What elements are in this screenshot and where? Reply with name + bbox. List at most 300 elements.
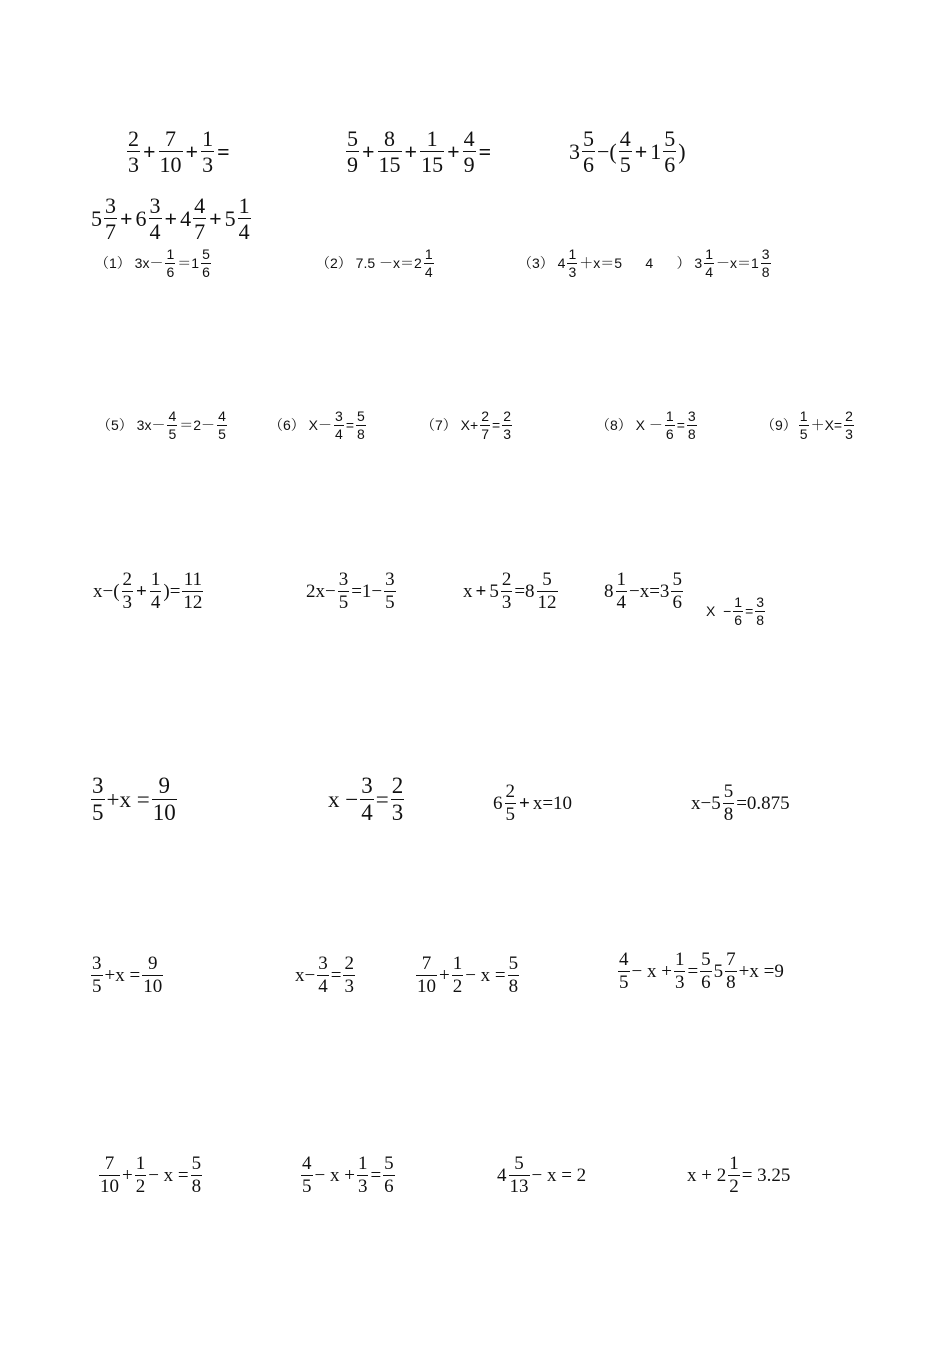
fraction <box>193 194 206 243</box>
equation <box>686 1154 791 1197</box>
equation-text: （2） 7.5 －x＝2 <box>316 255 422 272</box>
fraction <box>378 127 402 176</box>
equation-text: 4 <box>180 205 192 231</box>
equation-text: 2x− <box>306 580 336 602</box>
equation-text: = <box>345 417 354 434</box>
fraction <box>149 194 162 243</box>
equation-text: = 3.25 <box>741 1164 791 1186</box>
operator: + <box>447 138 460 164</box>
numerator: 1 <box>166 246 175 262</box>
fraction <box>502 409 512 441</box>
equation-text: − x = 2 <box>531 1164 587 1186</box>
equation-text: 1 <box>650 138 662 164</box>
numerator: 3 <box>92 773 104 798</box>
numerator: 5 <box>542 569 552 590</box>
denominator: 10 <box>100 1175 119 1197</box>
fraction <box>452 954 464 997</box>
equation <box>345 127 493 176</box>
denominator: 13 <box>509 1175 529 1197</box>
fraction <box>338 570 350 613</box>
fraction <box>165 247 175 279</box>
numerator: 2 <box>122 569 133 590</box>
numerator: 8 <box>384 126 396 151</box>
fraction <box>142 954 163 997</box>
denominator: 5 <box>619 152 631 178</box>
fraction <box>844 409 854 441</box>
fraction <box>509 1154 530 1197</box>
numerator: 1 <box>238 193 250 218</box>
numerator: 7 <box>165 126 177 151</box>
numerator: 5 <box>664 126 676 151</box>
equation <box>315 247 435 279</box>
numerator: 3 <box>335 408 343 424</box>
equation-text: ＝1 <box>177 255 200 272</box>
equation-text: 8 <box>604 580 614 602</box>
fraction <box>508 954 520 997</box>
denominator: 6 <box>734 611 743 628</box>
equation-text: )= <box>163 580 181 602</box>
fraction <box>191 1154 203 1197</box>
numerator: 3 <box>385 569 395 590</box>
numerator: 1 <box>729 1153 739 1174</box>
fraction <box>755 595 765 627</box>
numerator: 5 <box>514 1153 524 1174</box>
equation <box>568 127 687 176</box>
equation <box>496 1154 587 1197</box>
fraction <box>301 1154 313 1197</box>
denominator: 2 <box>452 975 463 997</box>
denominator: 4 <box>150 591 161 613</box>
denominator: 15 <box>421 152 444 178</box>
numerator: 1 <box>665 408 674 424</box>
equation-text: = <box>370 1164 382 1186</box>
denominator: 3 <box>501 591 512 613</box>
denominator: 12 <box>183 591 203 613</box>
denominator: 6 <box>672 591 682 613</box>
numerator: 4 <box>194 193 206 218</box>
numerator: 4 <box>168 408 177 424</box>
numerator: 1 <box>705 246 713 262</box>
numerator: 4 <box>619 949 629 970</box>
equation <box>517 247 772 279</box>
denominator: 5 <box>302 1175 312 1197</box>
equation <box>92 570 204 613</box>
fraction <box>671 570 683 613</box>
equation-text: （1） 3x－ <box>95 255 164 272</box>
equation <box>595 409 698 441</box>
fraction <box>150 570 162 613</box>
denominator: 10 <box>159 152 182 178</box>
denominator: 8 <box>687 425 696 442</box>
fraction <box>99 1154 120 1197</box>
numerator: 3 <box>756 594 765 610</box>
numerator: 5 <box>701 949 711 970</box>
equation-text: 5 <box>489 580 499 602</box>
numerator: 1 <box>734 594 743 610</box>
equation <box>90 774 178 825</box>
fraction <box>567 247 577 279</box>
equation-text: = <box>492 417 501 434</box>
denominator: 8 <box>723 803 734 825</box>
fraction <box>416 954 437 997</box>
fraction <box>334 409 344 441</box>
fraction <box>159 127 183 176</box>
operator: + <box>519 792 530 814</box>
fraction <box>356 409 366 441</box>
fraction <box>725 950 737 993</box>
fraction <box>391 774 405 825</box>
equation-text: + <box>122 1164 133 1186</box>
fraction <box>343 954 355 997</box>
numerator: 1 <box>357 1153 368 1174</box>
equation <box>300 1154 396 1197</box>
operator: = <box>217 138 230 164</box>
equation-text: + <box>439 964 450 986</box>
equation-text: =0.875 <box>736 792 790 814</box>
numerator: 5 <box>347 126 358 151</box>
fraction <box>357 1154 369 1197</box>
numerator: 4 <box>619 126 631 151</box>
equation-text: 6 <box>135 205 147 231</box>
numerator: 3 <box>361 773 373 798</box>
equation-text: −( <box>597 138 617 164</box>
denominator: 4 <box>424 263 433 280</box>
equation <box>415 954 520 997</box>
fraction <box>687 409 697 441</box>
numerator: 7 <box>421 953 432 974</box>
equation-text: x−5 <box>691 792 721 814</box>
fraction <box>91 774 105 825</box>
fraction <box>346 127 359 176</box>
denominator: 10 <box>152 800 176 826</box>
numerator: 5 <box>508 953 519 974</box>
fraction <box>501 570 513 613</box>
equation-text: （7） X+ <box>421 417 479 434</box>
equation-text: = <box>375 787 389 813</box>
fraction <box>420 127 444 176</box>
fraction <box>505 782 517 825</box>
denominator: 3 <box>344 975 354 997</box>
fraction <box>167 409 177 441</box>
equation-text: x <box>463 580 473 602</box>
numerator: 1 <box>150 569 161 590</box>
numerator: 4 <box>218 408 226 424</box>
equation-text: −x=3 <box>629 580 670 602</box>
equation-text: （9） <box>761 417 797 434</box>
operator: + <box>475 580 487 602</box>
denominator: 12 <box>537 591 557 613</box>
denominator: 7 <box>481 425 489 442</box>
equation-text: ＋x＝5 4 ） 3 <box>579 255 703 272</box>
fraction <box>665 409 675 441</box>
equation <box>617 950 785 993</box>
numerator: 5 <box>191 1153 202 1174</box>
denominator: 8 <box>508 975 519 997</box>
numerator: 1 <box>799 408 808 424</box>
fraction <box>674 950 686 993</box>
denominator: 4 <box>318 975 328 997</box>
numerator: 2 <box>505 781 515 802</box>
equation-text: +x = <box>104 964 141 986</box>
equation <box>492 782 573 825</box>
fraction <box>616 570 628 613</box>
denominator: 2 <box>729 1175 739 1197</box>
denominator: 5 <box>92 975 102 997</box>
denominator: 5 <box>619 971 629 993</box>
equation-text: （3） 4 <box>518 255 566 272</box>
numerator: 3 <box>318 953 328 974</box>
denominator: 3 <box>503 425 511 442</box>
fraction <box>135 1154 147 1197</box>
denominator: 6 <box>384 1175 394 1197</box>
numerator: 1 <box>452 953 463 974</box>
denominator: 6 <box>166 263 175 280</box>
numerator: 1 <box>135 1153 146 1174</box>
equation-text: =1− <box>351 580 383 602</box>
equation <box>603 570 684 613</box>
equation <box>98 1154 203 1197</box>
denominator: 8 <box>191 1175 202 1197</box>
operator: = <box>478 138 492 164</box>
equation-text: x − <box>328 787 359 813</box>
fraction <box>733 595 743 627</box>
denominator: 4 <box>149 219 161 245</box>
denominator: 6 <box>665 425 674 442</box>
fraction <box>122 570 134 613</box>
operator: + <box>634 138 648 164</box>
denominator: 8 <box>726 971 736 993</box>
operator: + <box>143 138 156 164</box>
equation <box>462 570 559 613</box>
fraction <box>201 127 214 176</box>
denominator: 6 <box>202 263 210 280</box>
numerator: 3 <box>92 953 102 974</box>
equation <box>305 570 397 613</box>
equation <box>90 954 164 997</box>
denominator: 6 <box>664 152 676 178</box>
fraction <box>182 570 203 613</box>
denominator: 7 <box>194 219 206 245</box>
denominator: 5 <box>168 425 177 442</box>
denominator: 3 <box>568 263 577 280</box>
fraction <box>761 247 771 279</box>
fraction <box>360 774 374 825</box>
denominator: 6 <box>701 971 711 993</box>
equation-text: x=10 <box>532 792 573 814</box>
operator: + <box>120 205 133 231</box>
operator: + <box>362 138 375 164</box>
numerator: 3 <box>105 193 116 218</box>
equation-text: 4 <box>497 1164 507 1186</box>
equation-text: ＝2－ <box>179 417 216 434</box>
numerator: 1 <box>568 246 577 262</box>
equation <box>268 409 367 441</box>
denominator: 10 <box>143 975 163 997</box>
numerator: 4 <box>463 126 475 151</box>
fraction <box>700 950 712 993</box>
operator: + <box>185 138 199 164</box>
equation-text: 5 <box>91 205 102 231</box>
equation-text: x− <box>295 964 316 986</box>
equation-text: 3 <box>569 138 580 164</box>
operator: + <box>404 138 418 164</box>
numerator: 1 <box>674 949 685 970</box>
denominator: 3 <box>357 1175 368 1197</box>
equation-text: （6） X－ <box>269 417 333 434</box>
numerator: 11 <box>183 569 203 590</box>
denominator: 4 <box>361 800 373 826</box>
operator: + <box>164 205 178 231</box>
numerator: 3 <box>687 408 696 424</box>
equation <box>705 595 766 627</box>
fraction <box>480 409 490 441</box>
denominator: 9 <box>463 152 475 178</box>
numerator: 7 <box>726 949 736 970</box>
equation-text: − x + <box>631 960 672 982</box>
numerator: 2 <box>501 569 512 590</box>
numerator: 5 <box>583 126 594 151</box>
fraction <box>383 1154 395 1197</box>
numerator: 5 <box>384 1153 394 1174</box>
equation-text: − x + <box>314 1164 355 1186</box>
denominator: 4 <box>616 591 626 613</box>
fraction <box>317 954 329 997</box>
operator: + <box>209 205 222 231</box>
fraction <box>91 954 103 997</box>
equation <box>94 247 212 279</box>
fraction <box>104 194 117 243</box>
denominator: 5 <box>385 591 395 613</box>
fraction <box>723 782 735 825</box>
fraction <box>619 127 632 176</box>
equation <box>760 409 855 441</box>
fraction <box>152 774 177 825</box>
equation-text: 6 <box>493 792 503 814</box>
numerator: 3 <box>761 246 770 262</box>
denominator: 5 <box>218 425 226 442</box>
equation <box>420 409 513 441</box>
denominator: 4 <box>238 219 250 245</box>
equation-text: = <box>676 417 685 434</box>
denominator: 8 <box>357 425 365 442</box>
numerator: 9 <box>158 773 170 798</box>
numerator: 1 <box>616 569 626 590</box>
numerator: 2 <box>344 953 354 974</box>
equation <box>126 127 232 176</box>
denominator: 15 <box>378 152 401 178</box>
equation <box>327 774 405 825</box>
fraction <box>537 570 558 613</box>
denominator: 5 <box>338 591 349 613</box>
denominator: 2 <box>135 1175 146 1197</box>
equation-text: − x = <box>148 1164 189 1186</box>
numerator: 2 <box>481 408 489 424</box>
denominator: 10 <box>417 975 436 997</box>
fraction <box>728 1154 740 1197</box>
denominator: 3 <box>391 800 404 826</box>
denominator: 8 <box>761 263 770 280</box>
equation-text: x + 2 <box>687 1164 727 1186</box>
numerator: 5 <box>672 569 682 590</box>
fraction <box>799 409 809 441</box>
equation-text: ) <box>678 138 686 164</box>
equation-text: 5 <box>224 205 236 231</box>
numerator: 9 <box>147 953 158 974</box>
equation-text: －x＝1 <box>716 255 759 272</box>
denominator: 6 <box>583 152 594 178</box>
equation-text: +x =9 <box>738 960 784 982</box>
numerator: 1 <box>202 126 214 151</box>
denominator: 9 <box>347 152 358 178</box>
equation-text: X − <box>706 603 732 620</box>
denominator: 8 <box>756 611 765 628</box>
numerator: 2 <box>391 773 404 798</box>
equation-text: =8 <box>514 580 535 602</box>
fraction <box>663 127 676 176</box>
numerator: 2 <box>503 408 511 424</box>
denominator: 3 <box>202 152 214 178</box>
equation-text: = <box>745 603 754 620</box>
numerator: 5 <box>357 408 365 424</box>
operator: + <box>136 580 147 602</box>
denominator: 5 <box>799 425 808 442</box>
equation <box>294 954 356 997</box>
fraction <box>127 127 140 176</box>
numerator: 1 <box>426 126 438 151</box>
equation-text: （8） X － <box>596 417 663 434</box>
fraction <box>238 194 251 243</box>
numerator: 4 <box>302 1153 312 1174</box>
denominator: 7 <box>105 219 116 245</box>
equation-text: = <box>687 960 699 982</box>
numerator: 2 <box>845 408 853 424</box>
denominator: 3 <box>122 591 133 613</box>
equation-text: x−( <box>93 580 120 602</box>
numerator: 5 <box>202 246 210 262</box>
denominator: 3 <box>845 425 853 442</box>
denominator: 4 <box>335 425 343 442</box>
denominator: 5 <box>505 803 515 825</box>
equation-text: ＋X= <box>810 417 843 434</box>
denominator: 4 <box>705 263 713 280</box>
equation <box>96 409 228 441</box>
denominator: 3 <box>674 971 685 993</box>
fraction <box>201 247 211 279</box>
numerator: 2 <box>128 126 139 151</box>
fraction <box>424 247 434 279</box>
equation-text: （5） 3x－ <box>97 417 166 434</box>
numerator: 3 <box>338 569 349 590</box>
equation-text: +x = <box>106 787 150 813</box>
equation-text: = <box>330 964 342 986</box>
fraction <box>582 127 595 176</box>
numerator: 3 <box>149 193 161 218</box>
fraction <box>384 570 396 613</box>
denominator: 5 <box>92 800 104 826</box>
equation <box>90 194 252 243</box>
fraction <box>463 127 476 176</box>
fraction <box>217 409 227 441</box>
equation-text: 5 <box>713 960 724 982</box>
denominator: 3 <box>128 152 139 178</box>
fraction <box>704 247 714 279</box>
numerator: 7 <box>104 1153 115 1174</box>
numerator: 1 <box>424 246 433 262</box>
equation <box>690 782 791 825</box>
fraction <box>618 950 630 993</box>
equation-text: − x = <box>465 964 506 986</box>
numerator: 5 <box>723 781 734 802</box>
